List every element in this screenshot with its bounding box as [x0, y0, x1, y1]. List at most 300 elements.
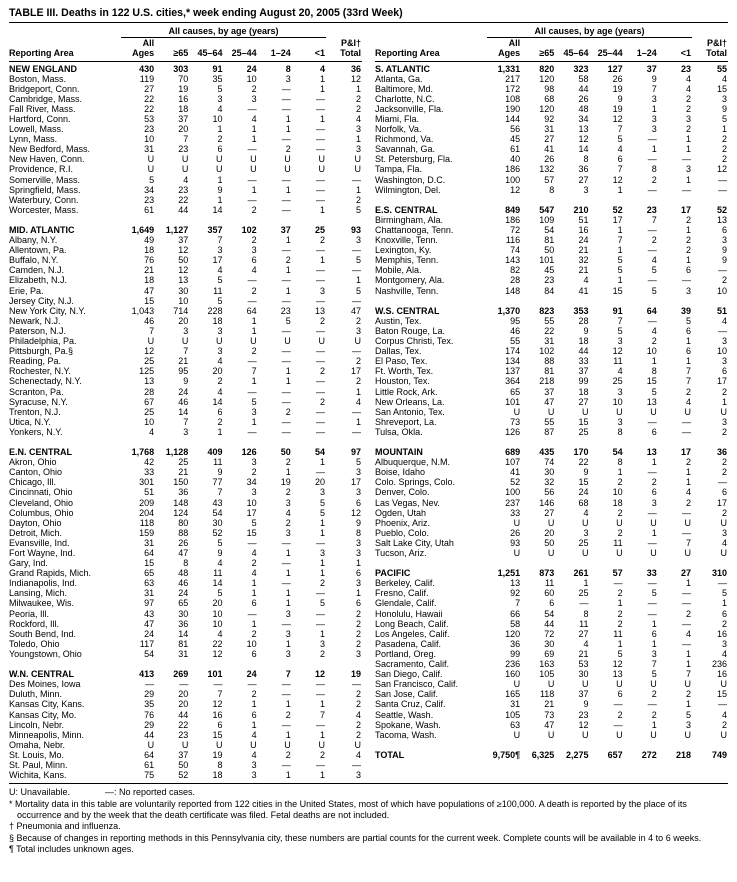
value-cell: 3 [583, 184, 589, 195]
value-cell: 6 [651, 487, 657, 498]
value-cell: 820 [539, 63, 555, 74]
value-cell: 186 [505, 164, 521, 175]
value-cell: 5 [355, 255, 361, 266]
city-row [375, 286, 728, 296]
reporting-area-cell: Yonkers, N.Y. [9, 426, 63, 437]
value-cell: U [684, 548, 691, 558]
value-cell: 1 [651, 638, 657, 649]
value-cell: — [316, 174, 325, 185]
value-cell: 92 [510, 588, 521, 599]
reporting-area-cell: San Antonio, Tex. [375, 406, 445, 417]
value-cell: 2 [721, 467, 727, 478]
value-cell: 1 [251, 134, 257, 145]
reporting-area-cell: Springfield, Mass. [9, 184, 81, 195]
value-cell: 714 [173, 305, 189, 316]
value-cell: 134 [505, 356, 521, 367]
table-right-body [375, 61, 728, 760]
value-cell: 12 [212, 699, 223, 710]
value-cell: 20 [314, 477, 325, 488]
footnote-pilcrow: ¶ Total includes unknown ages. [9, 844, 134, 855]
value-cell: 28 [510, 275, 521, 286]
value-cell: 1 [217, 426, 223, 437]
city-row [375, 154, 728, 164]
city-row [9, 296, 362, 306]
value-cell: 17 [680, 447, 691, 458]
value-cell: 6 [217, 144, 223, 155]
value-cell: 5 [355, 457, 361, 468]
value-cell: 91 [212, 63, 223, 74]
city-row [9, 609, 362, 619]
reporting-area-cell: Colo. Springs, Colo. [375, 477, 456, 488]
value-cell: 13 [716, 214, 727, 225]
value-cell: 8 [583, 154, 589, 165]
value-cell: 4 [355, 749, 361, 760]
value-cell: — [316, 245, 325, 256]
value-cell: 2 [721, 719, 727, 730]
value-cell: U [581, 729, 589, 740]
value-cell: 107 [505, 457, 521, 468]
value-cell: 13 [314, 305, 325, 316]
value-cell: 2 [685, 608, 691, 619]
reporting-area-cell: Memphis, Tenn. [375, 255, 439, 266]
city-row [9, 195, 362, 205]
value-cell: 19 [612, 83, 623, 94]
value-cell: 42 [144, 457, 155, 468]
value-cell: — [281, 558, 291, 569]
value-cell: 17 [680, 204, 691, 215]
value-cell: 4 [617, 144, 623, 155]
value-cell: 159 [139, 527, 155, 538]
value-cell: 4 [355, 396, 361, 407]
value-cell: — [316, 275, 325, 286]
value-cell: 31 [544, 336, 555, 347]
value-cell: — [247, 194, 257, 205]
reporting-area-cell: Waterbury, Conn. [9, 194, 79, 205]
reporting-area-cell: Paterson, N.J. [9, 325, 67, 336]
city-row [375, 144, 728, 154]
city-row [9, 538, 362, 548]
value-cell: 12 [510, 184, 521, 195]
value-cell: 16 [178, 93, 189, 104]
value-cell: 3 [721, 638, 727, 649]
reporting-area-header: Reporting Area [9, 37, 121, 61]
value-cell: 2 [355, 376, 361, 387]
value-cell: 43 [144, 608, 155, 619]
reporting-area-cell: Santa Cruz, Calif. [375, 699, 446, 710]
value-cell: 25 [178, 457, 189, 468]
value-cell: — [718, 184, 727, 195]
value-cell: 3 [285, 73, 291, 84]
value-cell: 51 [144, 487, 155, 498]
value-cell: 101 [505, 396, 521, 407]
region-row [9, 61, 362, 74]
value-cell: 58 [510, 618, 521, 629]
value-cell: 1 [685, 699, 691, 710]
value-cell: — [647, 578, 657, 589]
city-row [375, 578, 728, 588]
reporting-area-cell: Rockford, Ill. [9, 618, 60, 629]
value-cell: 44 [144, 729, 155, 740]
reporting-area-cell: Mobile, Ala. [375, 265, 422, 276]
value-cell: 50 [178, 255, 189, 266]
value-cell: 3 [183, 426, 189, 437]
city-row [9, 578, 362, 588]
value-cell: 2 [285, 487, 291, 498]
value-cell: 2 [251, 558, 257, 569]
value-cell: 1 [355, 416, 361, 427]
value-cell: — [316, 719, 325, 730]
value-cell: 1 [285, 124, 291, 135]
value-cell: 23 [680, 63, 691, 74]
value-cell: 10 [246, 638, 257, 649]
reporting-area-cell: Lincoln, Nebr. [9, 719, 65, 730]
value-cell: U [513, 406, 521, 417]
value-cell: — [281, 295, 291, 306]
value-cell: 105 [539, 669, 555, 680]
value-cell: — [281, 719, 291, 730]
value-cell: 749 [711, 749, 727, 760]
city-row [375, 417, 728, 427]
value-cell: 6 [651, 426, 657, 437]
reporting-area-cell: Lexington, Ky. [375, 245, 432, 256]
value-cell: 3 [251, 770, 257, 781]
value-cell: 37 [646, 63, 657, 74]
value-cell: 18 [144, 275, 155, 286]
value-cell: — [316, 759, 325, 770]
value-cell: 4 [217, 265, 223, 276]
value-cell: 46 [510, 325, 521, 336]
value-cell: 13 [578, 124, 589, 135]
value-cell: 54 [612, 447, 623, 458]
value-cell: — [281, 204, 291, 215]
value-cell: 30 [578, 669, 589, 680]
city-row [375, 689, 728, 699]
value-cell: 19 [612, 103, 623, 114]
value-cell: 15 [646, 376, 657, 387]
value-cell: U [181, 154, 189, 165]
reporting-area-cell: Houston, Tex. [375, 376, 430, 387]
value-cell: 1 [685, 174, 691, 185]
reporting-area-cell: Trenton, N.J. [9, 406, 61, 417]
city-row [9, 397, 362, 407]
value-cell: 19 [350, 669, 361, 680]
value-cell: 30 [544, 638, 555, 649]
value-cell: 8 [617, 426, 623, 437]
city-row [9, 306, 362, 316]
value-cell: — [647, 275, 657, 286]
column-header-3: 25–44 [223, 37, 257, 61]
header-label-row [9, 37, 362, 61]
reporting-area-cell: Cambridge, Mass. [9, 93, 83, 104]
value-cell: 52 [716, 204, 727, 215]
value-cell: 823 [539, 305, 555, 316]
value-cell: 3 [319, 548, 325, 558]
city-row [375, 215, 728, 225]
value-cell: 31 [144, 588, 155, 599]
reporting-area-cell: Tampa, Fla. [375, 164, 423, 175]
value-cell: 54 [212, 507, 223, 518]
value-cell: — [247, 103, 257, 114]
value-cell: 37 [178, 235, 189, 246]
region-row [375, 568, 728, 578]
value-cell: U [215, 154, 223, 165]
city-row [375, 629, 728, 639]
value-cell: 18 [612, 497, 623, 508]
value-cell: 1 [355, 134, 361, 145]
value-cell: 15 [612, 285, 623, 296]
section-spacer-row [9, 215, 362, 225]
value-cell: — [281, 174, 291, 185]
city-row [9, 710, 362, 720]
value-cell: 1 [651, 457, 657, 468]
value-cell: 97 [144, 598, 155, 609]
value-cell: 2 [617, 527, 623, 538]
footnotes [9, 787, 728, 855]
city-row [375, 74, 728, 84]
value-cell: 1 [251, 325, 257, 336]
value-cell: 12 [350, 73, 361, 84]
reporting-area-cell: Grand Rapids, Mich. [9, 568, 92, 579]
value-cell: 5 [685, 709, 691, 720]
value-cell: 1 [319, 255, 325, 266]
value-cell: U [547, 729, 555, 740]
value-cell: — [247, 537, 257, 548]
value-cell: 353 [573, 305, 589, 316]
reporting-area-cell: Detroit, Mich. [9, 527, 63, 538]
value-cell: U [513, 517, 521, 528]
reporting-area-cell: Atlanta, Ga. [375, 73, 423, 84]
value-cell: 1 [285, 265, 291, 276]
value-cell: U [547, 548, 555, 558]
value-cell: 10 [612, 487, 623, 498]
value-cell: 66 [510, 608, 521, 619]
value-cell: 4 [217, 558, 223, 569]
value-cell: 6 [617, 689, 623, 700]
reporting-area-cell: Knoxville, Tenn. [375, 235, 438, 246]
value-cell: 261 [573, 568, 589, 579]
table-title: TABLE III. Deaths in 122 U.S. cities,* week ending August 20, 2005 (33rd Week) [9, 7, 403, 19]
value-cell: 21 [178, 356, 189, 367]
value-cell: 357 [207, 225, 223, 235]
value-cell: — [281, 194, 291, 205]
value-cell: 7 [685, 376, 691, 387]
value-cell: 57 [612, 568, 623, 579]
value-cell: 4 [217, 628, 223, 639]
value-cell: 209 [139, 497, 155, 508]
value-cell: — [647, 184, 657, 195]
reporting-area-cell: Dallas, Tex. [375, 346, 422, 357]
value-cell: U [650, 517, 657, 528]
value-cell: U [284, 336, 291, 347]
value-cell: 144 [505, 113, 521, 124]
value-cell: 54 [314, 447, 325, 458]
value-cell: 56 [544, 487, 555, 498]
city-row [375, 326, 728, 336]
value-cell: 4 [583, 507, 589, 518]
spacer-cell [375, 740, 728, 750]
value-cell: — [682, 638, 691, 649]
value-cell: 54 [544, 608, 555, 619]
value-cell: 8 [183, 558, 189, 569]
reporting-area-cell: Indianapolis, Ind. [9, 578, 78, 589]
value-cell: 3 [217, 245, 223, 256]
value-cell: 55 [716, 63, 727, 74]
value-cell: 1 [685, 225, 691, 235]
value-cell: 9 [183, 376, 189, 387]
value-cell: 20 [178, 689, 189, 700]
value-cell: 12 [612, 113, 623, 124]
value-cell: 1 [251, 376, 257, 387]
value-cell: 1 [355, 184, 361, 195]
value-cell: 1 [355, 275, 361, 286]
reporting-area-cell: Evansville, Ind. [9, 537, 70, 548]
value-cell: 119 [139, 73, 155, 84]
value-cell: 4 [685, 396, 691, 407]
reporting-area-cell: Fort Wayne, Ind. [9, 548, 76, 558]
value-cell: 101 [539, 255, 555, 266]
value-cell: 1 [355, 386, 361, 397]
value-cell: — [281, 386, 291, 397]
reporting-area-cell: Wichita, Kans. [9, 770, 67, 781]
reporting-area-cell: Pittsburgh, Pa.§ [9, 346, 74, 357]
value-cell: U [318, 164, 325, 175]
reporting-area-cell: E.N. CENTRAL [9, 447, 72, 458]
value-cell: 4 [685, 628, 691, 639]
reporting-area-cell: St. Louis, Mo. [9, 749, 65, 760]
value-cell: 52 [612, 204, 623, 215]
reporting-area-cell: Albany, N.Y. [9, 235, 58, 246]
header-group-row [375, 23, 728, 37]
value-cell: 9 [217, 467, 223, 478]
value-cell: 18 [178, 103, 189, 114]
value-cell: 5 [651, 386, 657, 397]
reporting-area-cell: Minneapolis, Minn. [9, 729, 85, 740]
value-cell: 15 [716, 689, 727, 700]
value-cell: 7 [617, 124, 623, 135]
value-cell: 4 [583, 275, 589, 286]
reporting-area-spacer [9, 23, 121, 37]
value-cell: 31 [544, 124, 555, 135]
reporting-area-cell: Baltimore, Md. [375, 83, 434, 94]
value-cell: 50 [544, 245, 555, 256]
reporting-area-cell: Lynn, Mass. [9, 134, 58, 145]
value-cell: — [682, 598, 691, 609]
city-row [375, 356, 728, 366]
value-cell: 1 [319, 770, 325, 781]
value-cell: — [179, 679, 189, 690]
value-cell: U [513, 679, 521, 690]
value-cell: 14 [178, 406, 189, 417]
reporting-area-cell: Kansas City, Kans. [9, 699, 85, 710]
reporting-area-cell: Newark, N.J. [9, 315, 61, 326]
value-cell: U [147, 164, 155, 175]
value-cell: 22 [544, 325, 555, 336]
value-cell: 4 [651, 255, 657, 266]
city-row [9, 750, 362, 760]
city-row [375, 84, 728, 94]
value-cell: 2 [355, 618, 361, 629]
value-cell: 47 [544, 719, 555, 730]
value-cell: 3 [319, 638, 325, 649]
city-row [375, 730, 728, 740]
value-cell: 22 [178, 194, 189, 205]
value-cell: 64 [144, 548, 155, 558]
value-cell: 32 [544, 477, 555, 488]
value-cell: 1 [285, 376, 291, 387]
value-cell: 65 [510, 386, 521, 397]
value-cell: 6,325 [531, 749, 555, 760]
value-cell: 6 [251, 648, 257, 659]
table-right [375, 23, 728, 760]
value-cell: — [213, 679, 223, 690]
value-cell: — [281, 759, 291, 770]
value-cell: 64 [646, 305, 657, 316]
city-row [375, 487, 728, 497]
value-cell: 2 [685, 689, 691, 700]
value-cell: 430 [139, 63, 155, 74]
city-row [9, 316, 362, 326]
value-cell: 1 [319, 73, 325, 84]
value-cell: U [284, 154, 291, 165]
value-cell: 68 [544, 93, 555, 104]
value-cell: U [650, 406, 657, 417]
value-cell: 12 [578, 134, 589, 145]
value-cell: 148 [505, 285, 521, 296]
value-cell: 98 [544, 83, 555, 94]
value-cell: 3 [355, 548, 361, 558]
value-cell: 23 [178, 184, 189, 195]
value-cell: 228 [207, 305, 223, 316]
value-cell: 6 [251, 709, 257, 720]
city-row [9, 255, 362, 265]
city-row [9, 498, 362, 508]
value-cell: 5 [217, 537, 223, 548]
value-cell: 2 [355, 194, 361, 205]
value-cell: 2 [285, 749, 291, 760]
value-cell: 88 [544, 356, 555, 367]
value-cell: 118 [539, 689, 555, 700]
reporting-area-header: Reporting Area [375, 37, 487, 61]
value-cell: 435 [539, 447, 555, 458]
region-row [9, 447, 362, 457]
value-cell: 1 [319, 568, 325, 579]
value-cell: 4 [251, 729, 257, 740]
value-cell: — [281, 396, 291, 407]
value-cell: — [682, 507, 691, 518]
reporting-area-cell: Savannah, Ga. [375, 144, 436, 155]
value-cell: 97 [350, 447, 361, 458]
value-cell: 4 [685, 73, 691, 84]
value-cell: 7 [183, 416, 189, 427]
value-cell: — [247, 386, 257, 397]
city-row [375, 528, 728, 538]
city-row [375, 639, 728, 649]
value-cell: — [316, 467, 325, 478]
value-cell: 12 [178, 245, 189, 256]
value-cell: U [354, 154, 361, 165]
value-cell: 101 [207, 669, 223, 680]
reporting-area-cell: S. ATLANTIC [375, 63, 430, 74]
reporting-area-cell: Worcester, Mass. [9, 204, 79, 215]
reporting-area-cell: MID. ATLANTIC [9, 225, 75, 235]
value-cell: 21 [578, 648, 589, 659]
value-cell: 1 [651, 719, 657, 730]
reporting-area-cell: Tacoma, Wash. [375, 729, 437, 740]
spacer-cell [375, 195, 728, 205]
value-cell: 12 [716, 164, 727, 175]
value-cell: 15 [246, 527, 257, 538]
value-cell: 9 [217, 184, 223, 195]
